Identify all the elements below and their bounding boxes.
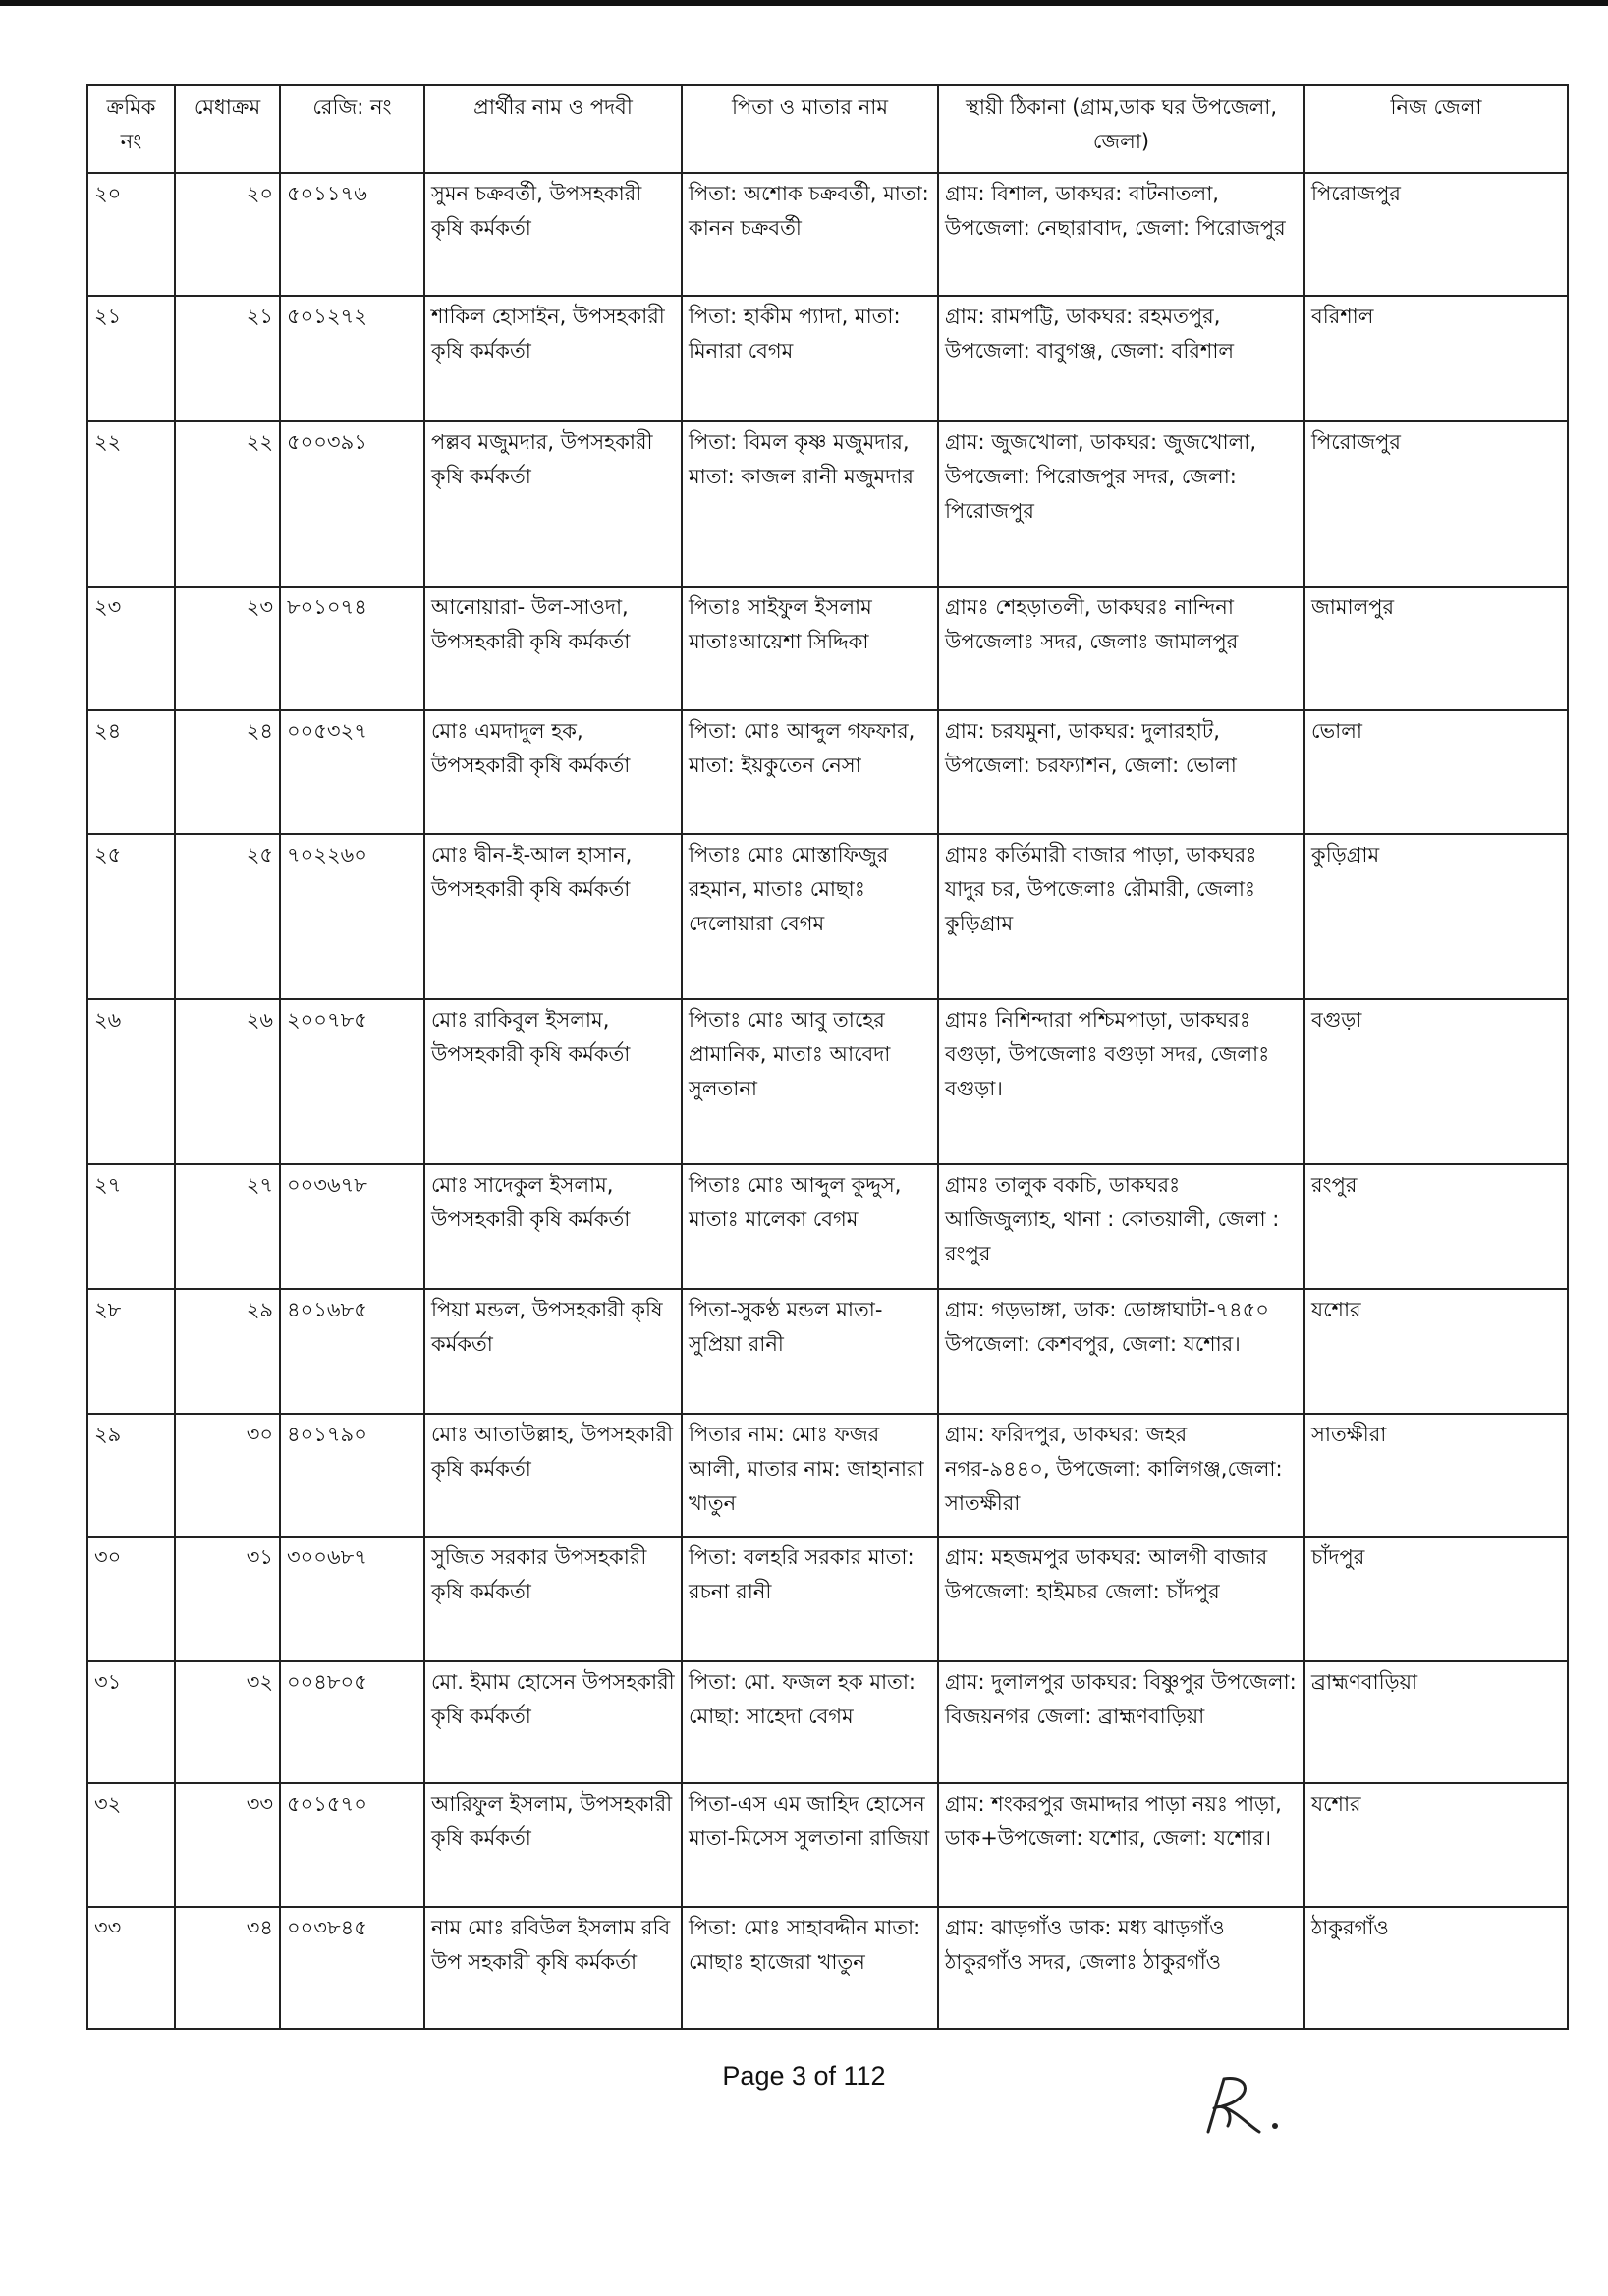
merit-cell: ৩৩ [175,1783,280,1907]
merit-cell: ৩২ [175,1661,280,1783]
address-cell: গ্রামঃ কর্তিমারী বাজার পাড়া, ডাকঘরঃ যাদুর চর, উপজেলাঃ রৌমারী, জেলাঃ কুড়িগ্রাম [938,834,1304,999]
parents-cell: পিতাঃ মোঃ আবু তাহের প্রামানিক, মাতাঃ আবেদা সুলতানা [682,999,938,1164]
address-cell: গ্রাম: মহজমপুর ডাকঘর: আলগী বাজার উপজেলা: হাইমচর জেলা: চাঁদপুর [938,1537,1304,1661]
address-cell: গ্রাম: বিশাল, ডাকঘর: বাটনাতলা, উপজেলা: নেছারাবাদ, জেলা: পিরোজপুর [938,173,1304,296]
serial-cell: ২৯ [87,1414,175,1537]
col-merit-header: মেধাক্রম [175,85,280,173]
table-row [87,587,1568,710]
table-row [87,173,1568,296]
table-row [87,421,1568,587]
table-row [87,1414,1568,1537]
parents-cell: পিতা: হাকীম প্যাদা, মাতা: মিনারা বেগম [682,296,938,421]
address-cell: গ্রাম: জুজখোলা, ডাকঘর: জুজখোলা, উপজেলা: পিরোজপুর সদর, জেলা: পিরোজপুর [938,421,1304,587]
name-cell: নাম মোঃ রবিউল ইসলাম রবি উপ সহকারী কৃষি কর্মকর্তা [424,1907,682,2029]
reg-cell: ৫০১১৭৬ [280,173,424,296]
table-row [87,834,1568,999]
merit-cell: ২১ [175,296,280,421]
name-cell: মোঃ সাদেকুল ইসলাম, উপসহকারী কৃষি কর্মকর্তা [424,1164,682,1289]
name-cell: আনোয়ারা- উল-সাওদা, উপসহকারী কৃষি কর্মকর্তা [424,587,682,710]
col-serial-header: ক্রমিক নং [87,85,175,173]
parents-cell: পিতা: বলহরি সরকার মাতা: রচনা রানী [682,1537,938,1661]
district-cell: রংপুর [1304,1164,1568,1289]
district-cell: সাতক্ষীরা [1304,1414,1568,1537]
district-cell: ঠাকুরগাঁও [1304,1907,1568,2029]
serial-cell: ২০ [87,173,175,296]
address-cell: গ্রাম: চরযমুনা, ডাকঘর: দুলারহাট, উপজেলা: চরফ্যাশন, জেলা: ভোলা [938,710,1304,834]
table-row [87,1661,1568,1783]
parents-cell: পিতা: মোঃ সাহাবদ্দীন মাতা: মোছাঃ হাজেরা খাতুন [682,1907,938,2029]
merit-cell: ২৪ [175,710,280,834]
name-cell: মোঃ দ্বীন-ই-আল হাসান, উপসহকারী কৃষি কর্মকর্তা [424,834,682,999]
serial-cell: ২৩ [87,587,175,710]
parents-cell: পিতার নাম: মোঃ ফজর আলী, মাতার নাম: জাহানারা খাতুন [682,1414,938,1537]
name-cell: শাকিল হোসাইন, উপসহকারী কৃষি কর্মকর্তা [424,296,682,421]
name-cell: সুমন চক্রবর্তী, উপসহকারী কৃষি কর্মকর্তা [424,173,682,296]
district-cell: বরিশাল [1304,296,1568,421]
merit-cell: ২৬ [175,999,280,1164]
serial-cell: ২৫ [87,834,175,999]
merit-cell: ৩৪ [175,1907,280,2029]
reg-cell: ০০৫৩২৭ [280,710,424,834]
col-district-header: নিজ জেলা [1304,85,1568,173]
serial-cell: ২২ [87,421,175,587]
candidate-table [86,84,1569,2030]
merit-cell: ২৭ [175,1164,280,1289]
parents-cell: পিতাঃ মোঃ আব্দুল কুদ্দুস, মাতাঃ মালেকা বেগম [682,1164,938,1289]
col-address-header: স্থায়ী ঠিকানা (গ্রাম,ডাক ঘর উপজেলা, জেলা) [938,85,1304,173]
reg-cell: ৫০১২৭২ [280,296,424,421]
parents-cell: পিতা: মো. ফজল হক মাতা: মোছা: সাহেদা বেগম [682,1661,938,1783]
reg-cell: ২০০৭৮৫ [280,999,424,1164]
address-cell: গ্রামঃ নিশিন্দারা পশ্চিমপাড়া, ডাকঘরঃ বগুড়া, উপজেলাঃ বগুড়া সদর, জেলাঃ বগুড়া। [938,999,1304,1164]
address-cell: গ্রামঃ শেহড়াতলী, ডাকঘরঃ নান্দিনা উপজেলাঃ সদর, জেলাঃ জামালপুর [938,587,1304,710]
address-cell: গ্রাম: দুলালপুর ডাকঘর: বিষ্ণুপুর উপজেলা: বিজয়নগর জেলা: ব্রাহ্মণবাড়িয়া [938,1661,1304,1783]
merit-cell: ২০ [175,173,280,296]
name-cell: মোঃ এমদাদুল হক, উপসহকারী কৃষি কর্মকর্তা [424,710,682,834]
name-cell: পল্লব মজুমদার, উপসহকারী কৃষি কর্মকর্তা [424,421,682,587]
serial-cell: ৩১ [87,1661,175,1783]
district-cell: পিরোজপুর [1304,173,1568,296]
table-row [87,1907,1568,2029]
reg-cell: ৭০২২৬০ [280,834,424,999]
col-reg-header: রেজি: নং [280,85,424,173]
reg-cell: ০০৩৮৪৫ [280,1907,424,2029]
serial-cell: ২৪ [87,710,175,834]
serial-cell: ৩৩ [87,1907,175,2029]
name-cell: পিয়া মন্ডল, উপসহকারী কৃষি কর্মকর্তা [424,1289,682,1414]
district-cell: যশোর [1304,1289,1568,1414]
serial-cell: ২৬ [87,999,175,1164]
reg-cell: ০০৪৮০৫ [280,1661,424,1783]
district-cell: বগুড়া [1304,999,1568,1164]
col-name-header: প্রার্থীর নাম ও পদবী [424,85,682,173]
reg-cell: ০০৩৬৭৮ [280,1164,424,1289]
serial-cell: ৩২ [87,1783,175,1907]
serial-cell: ২৭ [87,1164,175,1289]
table-row [87,999,1568,1164]
page-number: Page 3 of 112 [722,2061,886,2091]
merit-cell: ৩০ [175,1414,280,1537]
reg-cell: ৫০১৫৭০ [280,1783,424,1907]
address-cell: গ্রাম: ফরিদপুর, ডাকঘর: জহর নগর-৯৪৪০, উপজেলা: কালিগঞ্জ,জেলা: সাতক্ষীরা [938,1414,1304,1537]
district-cell: চাঁদপুর [1304,1537,1568,1661]
address-cell: গ্রামঃ তালুক বকচি, ডাকঘরঃ আজিজুল্যাহ, থানা : কোতয়ালী, জেলা : রংপুর [938,1164,1304,1289]
table-row [87,1537,1568,1661]
name-cell: মোঃ আতাউল্লাহ, উপসহকারী কৃষি কর্মকর্তা [424,1414,682,1537]
top-scan-edge [0,0,1608,6]
district-cell: ব্রাহ্মণবাড়িয়া [1304,1661,1568,1783]
table-row [87,296,1568,421]
name-cell: মো. ইমাম হোসেন উপসহকারী কৃষি কর্মকর্তা [424,1661,682,1783]
parents-cell: পিতা: বিমল কৃষ্ণ মজুমদার, মাতা: কাজল রানী মজুমদার [682,421,938,587]
parents-cell: পিতাঃ মোঃ মোস্তাফিজুর রহমান, মাতাঃ মোছাঃ দেলোয়ারা বেগম [682,834,938,999]
district-cell: জামালপুর [1304,587,1568,710]
reg-cell: ৪০১৭৯০ [280,1414,424,1537]
reg-cell: ৩০০৬৮৭ [280,1537,424,1661]
parents-cell: পিতা: মোঃ আব্দুল গফফার, মাতা: ইয়কুতেন নেসা [682,710,938,834]
merit-cell: ২২ [175,421,280,587]
reg-cell: ৮০১০৭৪ [280,587,424,710]
name-cell: সুজিত সরকার উপসহকারী কৃষি কর্মকর্তা [424,1537,682,1661]
handwritten-signature [1194,2069,1283,2138]
parents-cell: পিতা-এস এম জাহিদ হোসেন মাতা-মিসেস সুলতানা রাজিয়া [682,1783,938,1907]
address-cell: গ্রাম: শংকরপুর জমাদ্দার পাড়া নয়ঃ পাড়া, ডাক+উপজেলা: যশোর, জেলা: যশোর। [938,1783,1304,1907]
name-cell: আরিফুল ইসলাম, উপসহকারী কৃষি কর্মকর্তা [424,1783,682,1907]
reg-cell: ৪০১৬৮৫ [280,1289,424,1414]
reg-cell: ৫০০৩৯১ [280,421,424,587]
table-row [87,1783,1568,1907]
district-cell: কুড়িগ্রাম [1304,834,1568,999]
district-cell: পিরোজপুর [1304,421,1568,587]
merit-cell: ২৯ [175,1289,280,1414]
table-row [87,1164,1568,1289]
table-row [87,710,1568,834]
district-cell: ভোলা [1304,710,1568,834]
serial-cell: ২১ [87,296,175,421]
parents-cell: পিতা-সুকণ্ঠ মন্ডল মাতা-সুপ্রিয়া রানী [682,1289,938,1414]
serial-cell: ২৮ [87,1289,175,1414]
merit-cell: ২৩ [175,587,280,710]
table-row [87,1289,1568,1414]
merit-cell: ৩১ [175,1537,280,1661]
name-cell: মোঃ রাকিবুল ইসলাম, উপসহকারী কৃষি কর্মকর্তা [424,999,682,1164]
header-row [87,85,1568,173]
district-cell: যশোর [1304,1783,1568,1907]
address-cell: গ্রাম: রামপট্টি, ডাকঘর: রহমতপুর, উপজেলা: বাবুগঞ্জ, জেলা: বরিশাল [938,296,1304,421]
serial-cell: ৩০ [87,1537,175,1661]
parents-cell: পিতাঃ সাইফুল ইসলাম মাতাঃআয়েশা সিদ্দিকা [682,587,938,710]
address-cell: গ্রাম: ঝাড়গাঁও ডাক: মধ্য ঝাড়গাঁও ঠাকুরগাঁও সদর, জেলাঃ ঠাকুরগাঁও [938,1907,1304,2029]
parents-cell: পিতা: অশোক চক্রবর্তী, মাতা: কানন চক্রবর্তী [682,173,938,296]
col-parents-header: পিতা ও মাতার নাম [682,85,938,173]
address-cell: গ্রাম: গড়ভাঙ্গা, ডাক: ডোঙ্গাঘাটা-৭৪৫০ উপজেলা: কেশবপুর, জেলা: যশোর। [938,1289,1304,1414]
merit-cell: ২৫ [175,834,280,999]
